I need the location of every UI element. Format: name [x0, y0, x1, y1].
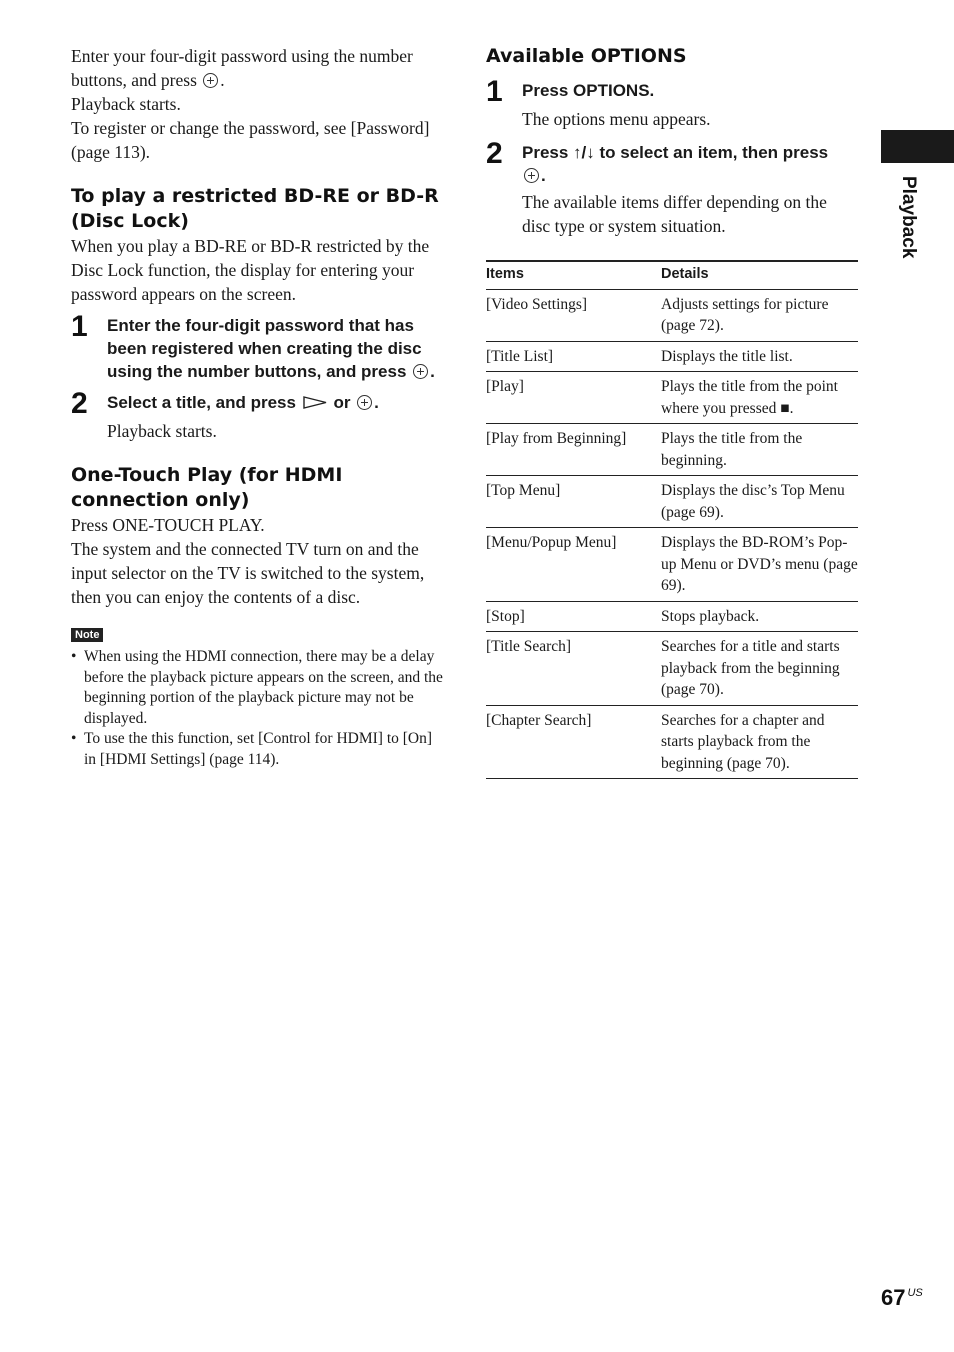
options-table — [486, 260, 858, 779]
one-touch-line-1: Press ONE-TOUCH PLAY. — [71, 515, 265, 535]
details-cell: Plays the title from the point where you pressed ■. — [661, 372, 858, 424]
details-cell: Displays the disc’s Top Menu (page 69). — [661, 476, 858, 528]
section-tab-label: Playback — [898, 176, 919, 259]
note-item: • When using the HDMI connection, there may be a delay before the playback picture appears on the screen, and the beginning portion of the playback picture may not be displayed. — [71, 647, 443, 729]
one-touch-heading: One-Touch Play (for HDMI connection only) — [71, 464, 343, 511]
step-2-text: Select a title, and press — [107, 393, 296, 412]
intro-line-1: Enter your four-digit password using the number buttons, and press — [71, 46, 413, 90]
intro-line-2: Playback starts. — [71, 94, 181, 114]
step-2-end: . — [374, 393, 379, 412]
disc-lock-heading: To play a restricted BD-RE or BD-R (Disc Lock) — [71, 185, 439, 232]
options-step-1 — [486, 75, 858, 131]
page-number-value: 67 — [881, 1285, 906, 1310]
table-header-row — [486, 261, 858, 289]
item-cell: [Chapter Search] — [486, 705, 661, 779]
item-cell: [Title Search] — [486, 632, 661, 706]
one-touch-line-2: The system and the connected TV turn on and the input selector on the TV is switched to the system, then you can enjoy the contents of a disc. — [71, 539, 425, 607]
item-cell: [Play] — [486, 372, 661, 424]
details-cell: Searches for a title and starts playback from the beginning (page 70). — [661, 632, 858, 706]
step-instruction — [107, 314, 443, 383]
step-number: 2 — [71, 387, 88, 420]
step-instruction: Press OPTIONS. — [522, 81, 655, 100]
details-cell: Plays the title from the beginning. — [661, 424, 858, 476]
one-touch-body — [71, 513, 443, 609]
intro-line-3: To register or change the password, see [Password] (page 113). — [71, 118, 430, 162]
step-result: Playback starts. — [107, 421, 217, 441]
item-cell: [Top Menu] — [486, 476, 661, 528]
options-step-2 — [486, 137, 858, 238]
table-row — [486, 424, 858, 476]
note-list — [71, 647, 443, 770]
column-header-items: Items — [486, 261, 661, 289]
step-number: 2 — [486, 137, 503, 170]
enter-button-icon — [524, 168, 539, 183]
intro-paragraph — [71, 44, 443, 164]
disc-lock-body: When you play a BD-RE or BD-R restricted by the Disc Lock function, the display for entering your password appears on the screen. — [71, 236, 430, 304]
disc-lock-step-1 — [71, 310, 443, 383]
table-row — [486, 372, 858, 424]
options-heading: Available OPTIONS — [486, 45, 687, 67]
section-tab-marker — [881, 130, 954, 163]
intro-line-1-end: . — [220, 70, 225, 90]
step-result: The options menu appears. — [522, 109, 711, 129]
item-cell: [Title List] — [486, 341, 661, 372]
step-1-text: Enter the four-digit password that has been registered when creating the disc using the number buttons, and press — [107, 316, 422, 381]
step-2-end: . — [541, 166, 546, 185]
details-cell: Stops playback. — [661, 601, 858, 632]
step-result: The available items differ depending on the disc type or system situation. — [522, 192, 827, 236]
play-button-icon — [303, 396, 327, 409]
disc-lock-step-2 — [71, 387, 443, 443]
table-row — [486, 289, 858, 341]
step-2-text: Press ↑/↓ to select an item, then press — [522, 143, 829, 162]
item-cell: [Stop] — [486, 601, 661, 632]
note-badge: Note — [71, 628, 103, 642]
step-instruction — [522, 141, 858, 187]
enter-button-icon — [413, 364, 428, 379]
note-section — [71, 625, 443, 770]
details-cell: Adjusts settings for picture (page 72). — [661, 289, 858, 341]
table-row — [486, 705, 858, 779]
item-cell: [Play from Beginning] — [486, 424, 661, 476]
step-number: 1 — [71, 310, 88, 343]
step-instruction — [107, 391, 443, 414]
enter-button-icon — [357, 395, 372, 410]
details-cell: Searches for a chapter and starts playback from the beginning (page 70). — [661, 705, 858, 779]
page-number — [881, 1285, 923, 1311]
table-row — [486, 341, 858, 372]
left-column — [71, 44, 443, 770]
step-2-or: or — [333, 393, 351, 412]
details-cell: Displays the BD-ROM’s Pop-up Menu or DVD’s menu (page 69). — [661, 528, 858, 602]
table-row — [486, 476, 858, 528]
table-row — [486, 632, 858, 706]
step-number: 1 — [486, 75, 503, 108]
item-cell: [Video Settings] — [486, 289, 661, 341]
details-cell: Displays the title list. — [661, 341, 858, 372]
right-column — [486, 44, 858, 779]
table-row — [486, 601, 858, 632]
column-header-details: Details — [661, 261, 858, 289]
table-row — [486, 528, 858, 602]
note-item: • To use the this function, set [Control for HDMI] to [On] in [HDMI Settings] (page 114). — [71, 729, 443, 770]
item-cell: [Menu/Popup Menu] — [486, 528, 661, 602]
enter-button-icon — [203, 73, 218, 88]
step-1-end: . — [430, 362, 435, 381]
page-number-suffix: US — [907, 1287, 923, 1299]
